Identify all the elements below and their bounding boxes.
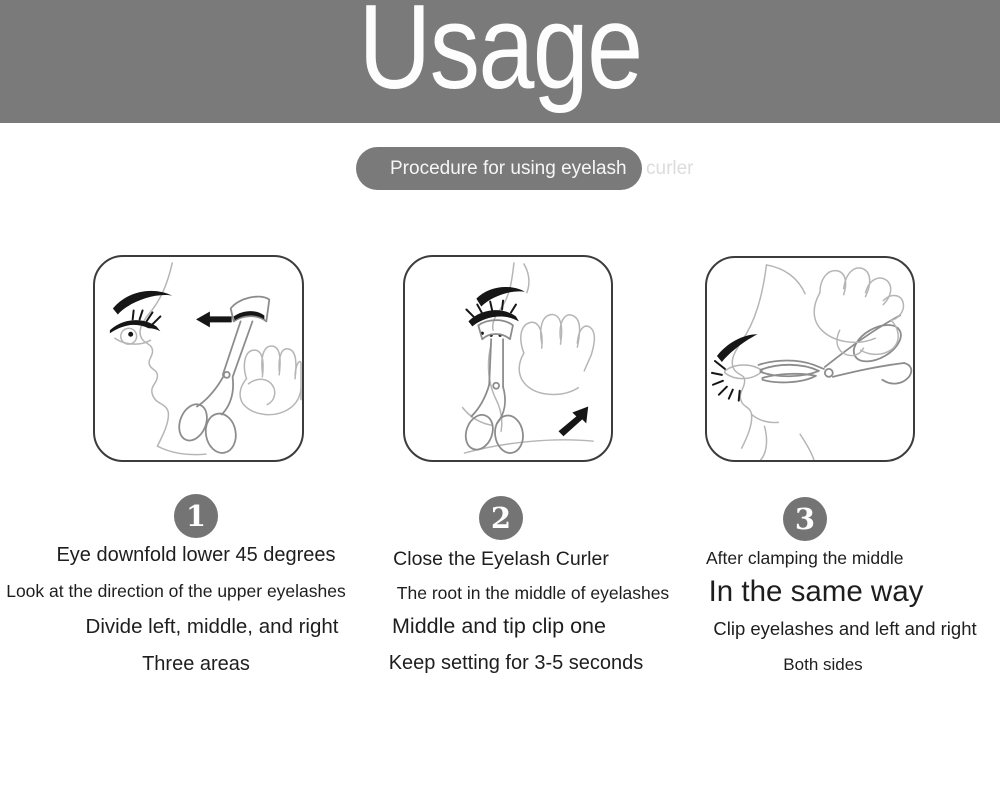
title-banner bbox=[0, 0, 1000, 123]
left-arrow-icon bbox=[196, 311, 232, 327]
step-2-number-badge bbox=[479, 496, 523, 540]
step-1-caption-line: Look at the direction of the upper eyelashes bbox=[6, 581, 346, 601]
illustration-panel-step-1 bbox=[93, 255, 304, 462]
illustration-panel-step-3 bbox=[705, 256, 915, 462]
eyelash-curler-drawing bbox=[461, 320, 525, 455]
step-3-caption-line: Clip eyelashes and left and right bbox=[713, 618, 977, 639]
hand-drawing bbox=[519, 314, 594, 394]
step-1-caption-line: Divide left, middle, and right bbox=[85, 615, 339, 638]
step-3-illustration bbox=[709, 260, 913, 460]
step-1-illustration bbox=[97, 259, 302, 460]
step-number: 3 bbox=[794, 501, 816, 536]
step-1-number-badge bbox=[174, 494, 218, 538]
step-2-caption-line: The root in the middle of eyelashes bbox=[396, 583, 670, 603]
step-number: 2 bbox=[490, 500, 512, 535]
step-1-caption-line: Three areas bbox=[142, 653, 250, 675]
up-right-arrow-icon bbox=[559, 407, 589, 437]
step-2-caption-line: Middle and tip clip one bbox=[392, 614, 606, 638]
pupil-dot bbox=[128, 332, 133, 337]
step-2-illustration bbox=[407, 259, 611, 460]
step-3-caption-line: After clamping the middle bbox=[706, 548, 904, 568]
subtitle-pill-label: Procedure for using eyelash bbox=[390, 158, 627, 179]
step-3-number-badge bbox=[783, 497, 827, 541]
lash-spikes bbox=[712, 361, 740, 401]
hand-drawing bbox=[240, 346, 301, 415]
eyebrow-drawing bbox=[476, 287, 525, 307]
hand-drawing bbox=[814, 268, 903, 356]
eyelash-curler-drawing bbox=[759, 315, 912, 383]
step-3-caption-line: Both sides bbox=[783, 655, 863, 674]
step-2-caption-line: Close the Eyelash Curler bbox=[393, 548, 609, 570]
step-2-caption-line: Keep setting for 3-5 seconds bbox=[388, 652, 644, 674]
step-number: 1 bbox=[185, 498, 207, 533]
illustration-panel-step-2 bbox=[403, 255, 613, 462]
step-3-caption-line: In the same way bbox=[708, 575, 924, 608]
step-1-caption-line: Eye downfold lower 45 degrees bbox=[56, 544, 336, 566]
subtitle-overflow-text: curler bbox=[646, 158, 694, 179]
page-title: Usage bbox=[358, 0, 642, 114]
